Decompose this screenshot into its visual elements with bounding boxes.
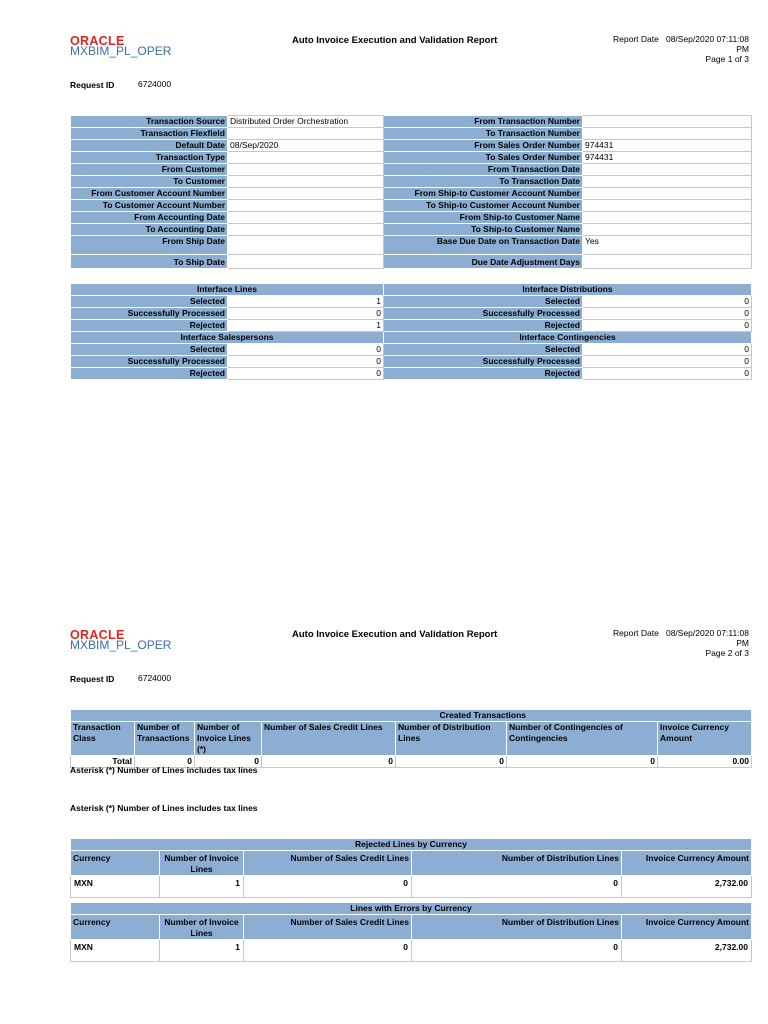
col-currency: Currency [71,851,160,876]
interface-summary-table [70,283,752,380]
selected-label: Selected [384,296,583,308]
col-sales-credit-lines: Number of Sales Credit Lines [244,851,412,876]
rejected-label: Rejected [384,368,583,380]
col-transaction-class: Transaction Class [71,722,135,756]
param-label: To Customer [71,176,228,188]
total-transactions: 0 [135,756,195,768]
selected-label: Selected [384,344,583,356]
report-date-value: 08/Sep/2020 07:11:08 [665,34,749,44]
sales-rejected-value: 0 [228,368,384,380]
processed-label: Successfully Processed [71,356,228,368]
param-label: From Transaction Number [384,116,583,128]
cont-processed-value: 0 [583,356,752,368]
lines-rejected-value: 1 [228,320,384,332]
sales-credit-lines-cell: 0 [244,940,412,962]
processed-label: Successfully Processed [384,308,583,320]
param-value [583,116,752,128]
total-contingencies: 0 [507,756,658,768]
param-value [583,200,752,212]
lines-selected-value: 1 [228,296,384,308]
report-date [549,628,749,658]
col-sales-credit-lines: Number of Sales Credit Lines [262,722,396,756]
distribution-lines-cell: 0 [412,876,622,898]
param-value [228,200,384,212]
param-row [71,128,752,140]
total-invoice-lines: 0 [195,756,262,768]
report-date-label: Report Date [613,34,659,44]
total-label: Total [71,756,135,768]
report-date-label: Report Date [613,628,659,638]
param-value [228,212,384,224]
param-row [71,152,752,164]
param-value [228,128,384,140]
param-label: From Sales Order Number [384,140,583,152]
request-id-value: 6724000 [138,673,172,683]
param-value [228,152,384,164]
page-number: Page 1 of 3 [705,54,749,64]
col-distribution-lines: Number of Distribution Lines [412,851,622,876]
param-value [583,128,752,140]
param-value: 08/Sep/2020 [228,140,384,152]
table-row [71,940,752,962]
total-invoice-amount: 0.00 [658,756,752,768]
param-row [71,164,752,176]
param-row [71,200,752,212]
param-value [228,188,384,200]
lines-with-errors-table [70,902,752,962]
param-row [71,224,752,236]
report-date-pm: PM [736,638,749,648]
page-number: Page 2 of 3 [705,648,749,658]
param-label: To Sales Order Number [384,152,583,164]
created-transactions-title: Created Transactions [71,710,752,722]
interface-lines-header: Interface Lines [71,284,384,296]
col-number-of-invoice-lines: Number of Invoice Lines [160,915,244,940]
col-distribution-lines: Number of Distribution Lines [396,722,507,756]
param-value: Distributed Order Orchestration [228,116,384,128]
invoice-lines-cell: 1 [160,940,244,962]
total-sales-credit-lines: 0 [262,756,396,768]
param-value [228,255,384,269]
param-label: Transaction Type [71,152,228,164]
oracle-logo: ORACLE [70,34,125,48]
param-row [71,236,752,255]
request-id-label: Request ID [70,674,115,684]
param-label: To Ship-to Customer Account Number [384,200,583,212]
col-invoice-currency-amount: Invoice Currency Amount [622,915,752,940]
param-label: Base Due Date on Transaction Date [384,236,583,255]
report-title: Auto Invoice Execution and Validation Report [292,35,498,46]
param-label: From Customer Account Number [71,188,228,200]
param-value [228,164,384,176]
lines-processed-value: 0 [228,308,384,320]
param-value [583,255,752,269]
distribution-lines-cell: 0 [412,940,622,962]
report-subtitle: MXBIM_PL_OPER [70,638,172,652]
param-row [71,116,752,128]
asterisk-note: Asterisk (*) Number of Lines includes tax lines [70,765,258,775]
rejected-label: Rejected [71,368,228,380]
dist-processed-value: 0 [583,308,752,320]
cont-selected-value: 0 [583,344,752,356]
param-label: From Ship-to Customer Account Number [384,188,583,200]
interface-distributions-header: Interface Distributions [384,284,752,296]
param-label: Due Date Adjustment Days [384,255,583,269]
request-id-value: 6724000 [138,79,172,89]
rejected-label: Rejected [71,320,228,332]
col-invoice-currency-amount: Invoice Currency Amount [622,851,752,876]
report-date-pm: PM [736,44,749,54]
param-label: From Ship Date [71,236,228,255]
param-label: From Accounting Date [71,212,228,224]
param-value [583,224,752,236]
request-id-label: Request ID [70,80,115,90]
lines-with-errors-title: Lines with Errors by Currency [71,903,752,915]
col-number-of-transactions: Number of Transactions [135,722,195,756]
invoice-amount-cell: 2,732.00 [622,876,752,898]
created-transactions-table [70,709,752,768]
param-row [71,176,752,188]
report-subtitle: MXBIM_PL_OPER [70,44,172,58]
param-label: To Accounting Date [71,224,228,236]
param-value: 974431 [583,140,752,152]
param-value [583,212,752,224]
param-value [583,164,752,176]
col-contingencies: Number of Contingencies of Contingencies [507,722,658,756]
param-label: Transaction Flexfield [71,128,228,140]
rejected-lines-title: Rejected Lines by Currency [71,839,752,851]
selected-label: Selected [71,296,228,308]
asterisk-note: Asterisk (*) Number of Lines includes tax lines [70,803,258,813]
rejected-label: Rejected [384,320,583,332]
col-invoice-currency-amount: Invoice Currency Amount [658,722,752,756]
param-label: To Transaction Date [384,176,583,188]
report-date [549,34,749,64]
currency-cell: MXN [71,940,160,962]
param-label: To Customer Account Number [71,200,228,212]
col-number-of-invoice-lines: Number of Invoice Lines (*) [195,722,262,756]
parameters-table [70,115,752,269]
param-value [583,188,752,200]
param-row [71,188,752,200]
selected-label: Selected [71,344,228,356]
invoice-amount-cell: 2,732.00 [622,940,752,962]
dist-selected-value: 0 [583,296,752,308]
rejected-lines-table [70,838,752,898]
param-value [583,176,752,188]
param-value [228,224,384,236]
param-row [71,212,752,224]
param-label: To Ship Date [71,255,228,269]
report-date-value: 08/Sep/2020 07:11:08 [665,628,749,638]
processed-label: Successfully Processed [71,308,228,320]
interface-contingencies-header: Interface Contingencies [384,332,752,344]
total-distribution-lines: 0 [396,756,507,768]
oracle-logo: ORACLE [70,628,125,642]
param-label: Default Date [71,140,228,152]
param-label: To Ship-to Customer Name [384,224,583,236]
sales-selected-value: 0 [228,344,384,356]
sales-credit-lines-cell: 0 [244,876,412,898]
param-label: From Transaction Date [384,164,583,176]
param-label: From Customer [71,164,228,176]
invoice-lines-cell: 1 [160,876,244,898]
table-row [71,876,752,898]
param-row [71,255,752,269]
currency-cell: MXN [71,876,160,898]
col-number-of-invoice-lines: Number of Invoice Lines [160,851,244,876]
param-value [228,236,384,255]
cont-rejected-value: 0 [583,368,752,380]
param-value: Yes [583,236,752,255]
param-label: Transaction Source [71,116,228,128]
param-row [71,140,752,152]
dist-rejected-value: 0 [583,320,752,332]
col-currency: Currency [71,915,160,940]
sales-processed-value: 0 [228,356,384,368]
param-value [228,176,384,188]
param-label: To Transaction Number [384,128,583,140]
param-value: 974431 [583,152,752,164]
processed-label: Successfully Processed [384,356,583,368]
col-sales-credit-lines: Number of Sales Credit Lines [244,915,412,940]
report-title: Auto Invoice Execution and Validation Report [292,629,498,640]
interface-salespersons-header: Interface Salespersons [71,332,384,344]
col-distribution-lines: Number of Distribution Lines [412,915,622,940]
param-label: From Ship-to Customer Name [384,212,583,224]
